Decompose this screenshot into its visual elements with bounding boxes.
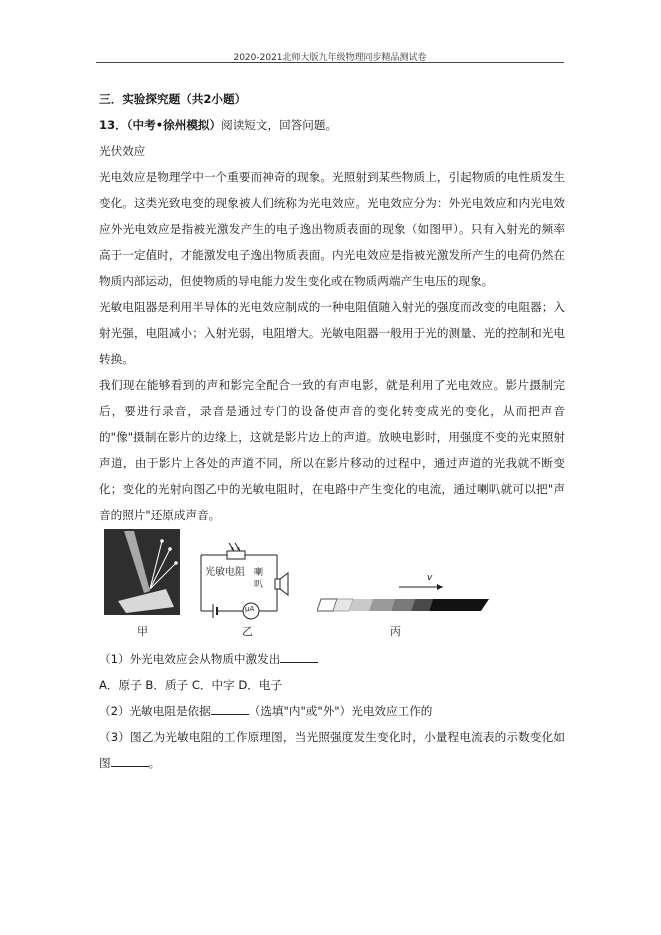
question-line <box>99 112 565 138</box>
subquestion-2-text-b: （选填"内"或"外"）光电效应工作的 <box>248 704 433 718</box>
subquestion-3 <box>99 724 565 776</box>
question-prompt: 阅读短文，回答问题。 <box>221 118 338 132</box>
main-content <box>99 86 565 528</box>
speaker-label-top: 喇 <box>254 568 264 578</box>
page-header: 2020-2021北师大版九年级物理同步精品测试卷 <box>233 53 427 63</box>
answer-blank-1[interactable] <box>280 650 318 663</box>
speaker-label-bottom: 叭 <box>254 580 264 590</box>
answer-blank-3[interactable] <box>111 754 149 767</box>
subquestion-3-text-b: 图 <box>99 756 111 770</box>
subquestion-2 <box>99 698 565 724</box>
film-strip-diagram <box>317 569 493 615</box>
header-divider <box>96 62 564 63</box>
article-title: 光伏效应 <box>99 144 146 158</box>
article-paragraph-2: 光敏电阻器是利用半导体的光电效应制成的一种电阻值随入射光的强度而改变的电阻器；入射光强，电阻减小；入射光弱，电阻增大。光敏电阻器一般用于光的测量、光的控制和光电转换。 <box>99 300 565 366</box>
answer-blank-2[interactable] <box>211 702 249 715</box>
subquestions <box>99 646 565 776</box>
question-number: 13． <box>99 118 127 132</box>
subquestion-3-text-a: （3）图乙为光敏电阻的工作原理图，当光照强度发生变化时，小量程电流表的示数变化如 <box>99 730 565 744</box>
subquestion-3-end: 。 <box>148 756 161 770</box>
question-source: （中考•徐州模拟） <box>126 118 222 132</box>
figure-jia-photo <box>104 529 180 615</box>
subquestion-1 <box>99 646 565 672</box>
subquestion-2-text-a: （2）光敏电阻是依据 <box>99 704 211 718</box>
figure-jia-label: 甲 <box>137 625 148 638</box>
resistor-label: 光敏电阻 <box>205 567 245 578</box>
figure-bing-label: 丙 <box>390 625 401 638</box>
figure-yi-label: 乙 <box>242 625 253 638</box>
velocity-label: v <box>427 573 433 583</box>
photoelectric-illustration <box>104 529 180 615</box>
subquestion-1-options: A．原子 B．质子 C．中字 D．电子 <box>99 678 283 692</box>
subquestion-1-text: （1）外光电效应会从物质中激发出 <box>99 652 281 666</box>
figures-row <box>99 529 565 641</box>
article-paragraph-1: 光电效应是物理学中一个重要而神奇的现象。光照射到某些物质上，引起物质的电性质发生变化。这类光致电变的现象被人们统称为光电效应。光电效应分为：外光电效应和内光电效应外光电效应是指被光激发产生的电子逸出物质表面的现象（如图甲）。只有入射光的频率高于一定值时，才能激发电子逸出物质表面。内光电效应是指被光激发所产生的电荷仍然在物质内部运动，但使物质的导电能力发生变化或在物质两端产生电压的现象。 <box>99 170 565 288</box>
meter-label: μA <box>245 605 255 613</box>
section-title: 三．实验探究题（共2小题） <box>99 92 247 106</box>
article-paragraph-3: 我们现在能够看到的声和影完全配合一致的有声电影，就是利用了光电效应。影片摄制完后，要进行录音，录音是通过专门的设备使声音的变化转变成光的变化，从而把声音的"像"摄制在影片的边缘上，这就是影片边上的声道。放映电影时，用强度不变的光束照射声道，由于影片上各处的声道不同，所以在影片移动的过程中，通过声道的光我就不断变化；变化的光射向图乙中的光敏电阻时，在电路中产生变化的电流，通过喇叭就可以把"声音的照片"还原成声音。 <box>99 378 565 522</box>
